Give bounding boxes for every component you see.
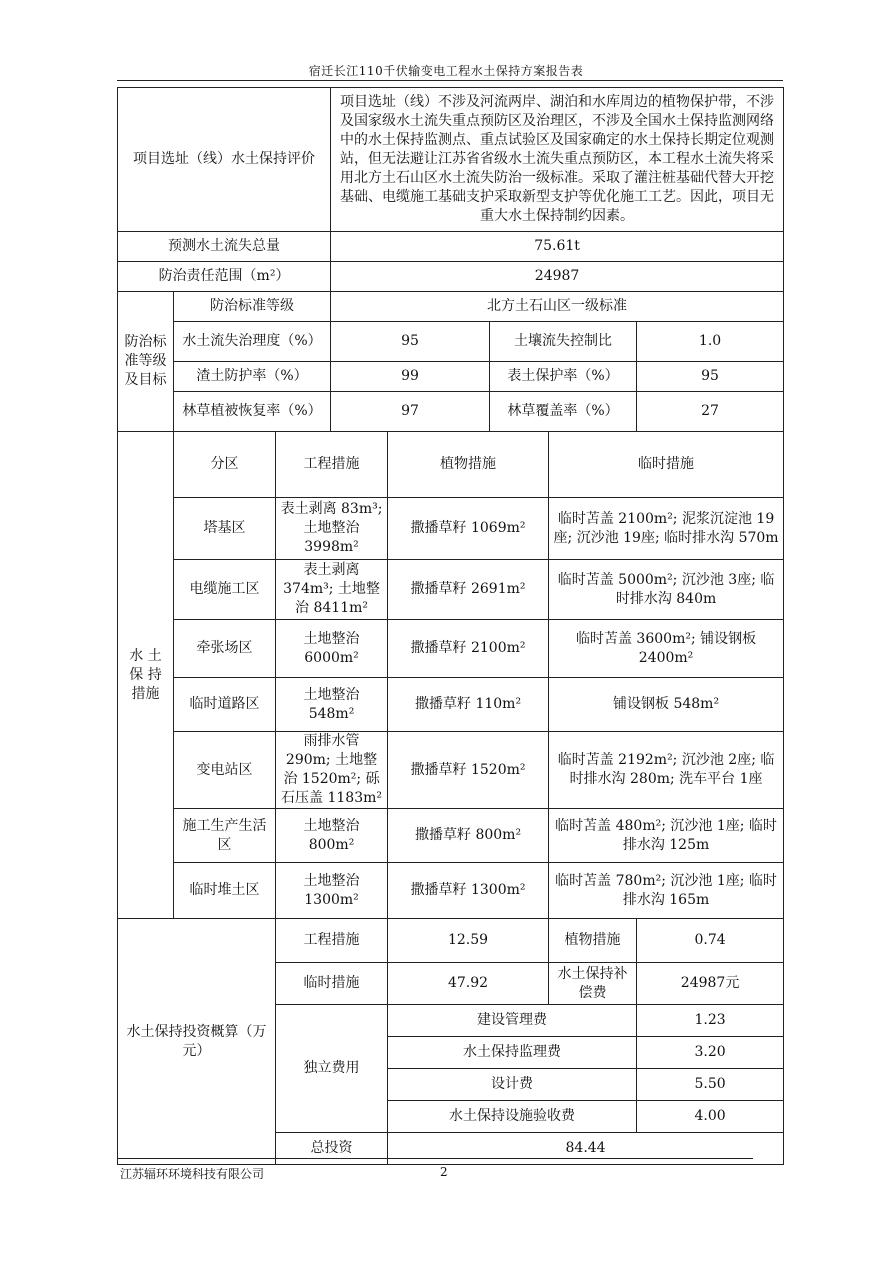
measure-row (118, 732, 784, 809)
report-table (117, 87, 784, 1165)
temporary-cell: 临时苫盖 780m²; 沉沙池 1座; 临时排水沟 165m (549, 863, 784, 919)
plant-cell: 撒播草籽 1520m² (388, 732, 549, 809)
loss-label: 预测水土流失总量 (118, 232, 331, 262)
target-label: 水土流失治理度（%） (174, 322, 331, 362)
target-value: 97 (331, 392, 490, 432)
zone-cell: 塔基区 (174, 498, 276, 560)
investment-value: 24987元 (637, 963, 784, 1005)
temporary-cell: 铺设钢板 548m² (549, 678, 784, 732)
cost-item-value: 4.00 (637, 1101, 784, 1133)
engineering-cell: 土地整治 548m² (276, 678, 388, 732)
target-value: 1.0 (637, 322, 784, 362)
engineering-cell: 土地整治 1300m² (276, 863, 388, 919)
measures-header-row (118, 432, 784, 498)
measure-row (118, 678, 784, 732)
measure-row (118, 620, 784, 678)
engineering-cell: 表土剥离 83m³; 土地整治 3998m² (276, 498, 388, 560)
siting-row (118, 88, 784, 232)
investment-label: 水土保持补偿费 (549, 963, 637, 1005)
siting-text: 项目选址（线）不涉及河流两岸、湖泊和水库周边的植物保护带，不涉及国家级水土流失重点预防区及治理区，不涉及全国水土保持监测网络中的水土保持监测点、重点试验区及国家确定的水土保持长期定位观测站，但无法避让江苏省省级水土流失重点预防区，本工程水土流失将采用北方土石山区水土流失防治一级标准。采取了灌注桩基础代替大开挖基础、电缆施工基础支护采取新型支护等优化施工工艺。因此，项目无重大水土保持制约因素。 (331, 88, 784, 232)
target-label: 土壤流失控制比 (490, 322, 637, 362)
plant-cell: 撒播草籽 800m² (388, 809, 549, 863)
column-header: 分区 (174, 432, 276, 498)
zone-cell: 临时道路区 (174, 678, 276, 732)
target-value: 95 (331, 322, 490, 362)
standard-level-row (118, 292, 784, 322)
standard-level-value: 北方土石山区一级标准 (331, 292, 784, 322)
column-header: 临时措施 (549, 432, 784, 498)
temporary-cell: 临时苫盖 480m²; 沉沙池 1座; 临时排水沟 125m (549, 809, 784, 863)
page-number: 2 (440, 1165, 448, 1179)
cost-item-label: 水土保持监理费 (388, 1037, 637, 1069)
target-label: 渣土防护率（%） (174, 362, 331, 392)
standard-target-row (118, 362, 784, 392)
target-label: 林草植被恢复率（%） (174, 392, 331, 432)
cost-item-label: 建设管理费 (388, 1005, 637, 1037)
cost-item-label: 水土保持设施验收费 (388, 1101, 637, 1133)
plant-cell: 撒播草籽 110m² (388, 678, 549, 732)
engineering-cell: 土地整治 6000m² (276, 620, 388, 678)
column-header: 工程措施 (276, 432, 388, 498)
measures-group-label: 水 土 保 持 措施 (118, 432, 174, 919)
investment-row (118, 919, 784, 963)
total-investment-value: 84.44 (388, 1133, 784, 1165)
zone-cell: 施工生产生活区 (174, 809, 276, 863)
scope-label: 防治责任范围（m²） (118, 262, 331, 292)
target-label: 林草覆盖率（%） (490, 392, 637, 432)
investment-value: 47.92 (388, 963, 549, 1005)
temporary-cell: 临时苫盖 2100m²; 泥浆沉淀池 19座; 沉沙池 19座; 临时排水沟 570m (549, 498, 784, 560)
cost-item-value: 1.23 (637, 1005, 784, 1037)
cost-item-label: 设计费 (388, 1069, 637, 1101)
cost-item-value: 5.50 (637, 1069, 784, 1101)
measure-row (118, 863, 784, 919)
target-value: 99 (331, 362, 490, 392)
plant-cell: 撒播草籽 1300m² (388, 863, 549, 919)
scope-value: 24987 (331, 262, 784, 292)
zone-cell: 牵张场区 (174, 620, 276, 678)
standard-target-row (118, 322, 784, 362)
footer-rule (117, 1158, 753, 1159)
measure-row (118, 560, 784, 620)
temporary-cell: 临时苫盖 5000m²; 沉沙池 3座; 临时排水沟 840m (549, 560, 784, 620)
zone-cell: 临时堆土区 (174, 863, 276, 919)
cost-item-value: 3.20 (637, 1037, 784, 1069)
standard-group-label: 防治标准等级及目标 (118, 292, 174, 432)
engineering-cell: 土地整治 800m² (276, 809, 388, 863)
column-header: 植物措施 (388, 432, 549, 498)
measure-row (118, 809, 784, 863)
engineering-cell: 雨排水管 290m; 土地整治 1520m²; 砾石压盖 1183m² (276, 732, 388, 809)
investment-label: 临时措施 (276, 963, 388, 1005)
zone-cell: 变电站区 (174, 732, 276, 809)
investment-value: 12.59 (388, 919, 549, 963)
standard-target-row (118, 392, 784, 432)
target-label: 表土保护率（%） (490, 362, 637, 392)
temporary-cell: 临时苫盖 3600m²; 铺设钢板 2400m² (549, 620, 784, 678)
total-investment-label: 总投资 (276, 1133, 388, 1165)
zone-cell: 电缆施工区 (174, 560, 276, 620)
temporary-cell: 临时苫盖 2192m²; 沉沙池 2座; 临时排水沟 280m; 洗车平台 1座 (549, 732, 784, 809)
measure-row (118, 498, 784, 560)
plant-cell: 撒播草籽 2100m² (388, 620, 549, 678)
footer-company: 江苏辐环环境科技有限公司 (120, 1167, 265, 1181)
page-header-title: 宿迁长江110千伏输变电工程水土保持方案报告表 (308, 64, 584, 78)
header-rule (117, 80, 783, 81)
loss-value: 75.61t (331, 232, 784, 262)
siting-label: 项目选址（线）水土保持评价 (118, 88, 331, 232)
independent-cost-label: 独立费用 (276, 1005, 388, 1133)
investment-value: 0.74 (637, 919, 784, 963)
investment-group-label: 水土保持投资概算（万元） (118, 919, 276, 1165)
plant-cell: 撒播草籽 1069m² (388, 498, 549, 560)
loss-row (118, 232, 784, 262)
scope-row (118, 262, 784, 292)
standard-level-label: 防治标准等级 (174, 292, 331, 322)
engineering-cell: 表土剥离 374m³; 土地整治 8411m² (276, 560, 388, 620)
target-value: 27 (637, 392, 784, 432)
target-value: 95 (637, 362, 784, 392)
investment-label: 植物措施 (549, 919, 637, 963)
plant-cell: 撒播草籽 2691m² (388, 560, 549, 620)
investment-label: 工程措施 (276, 919, 388, 963)
